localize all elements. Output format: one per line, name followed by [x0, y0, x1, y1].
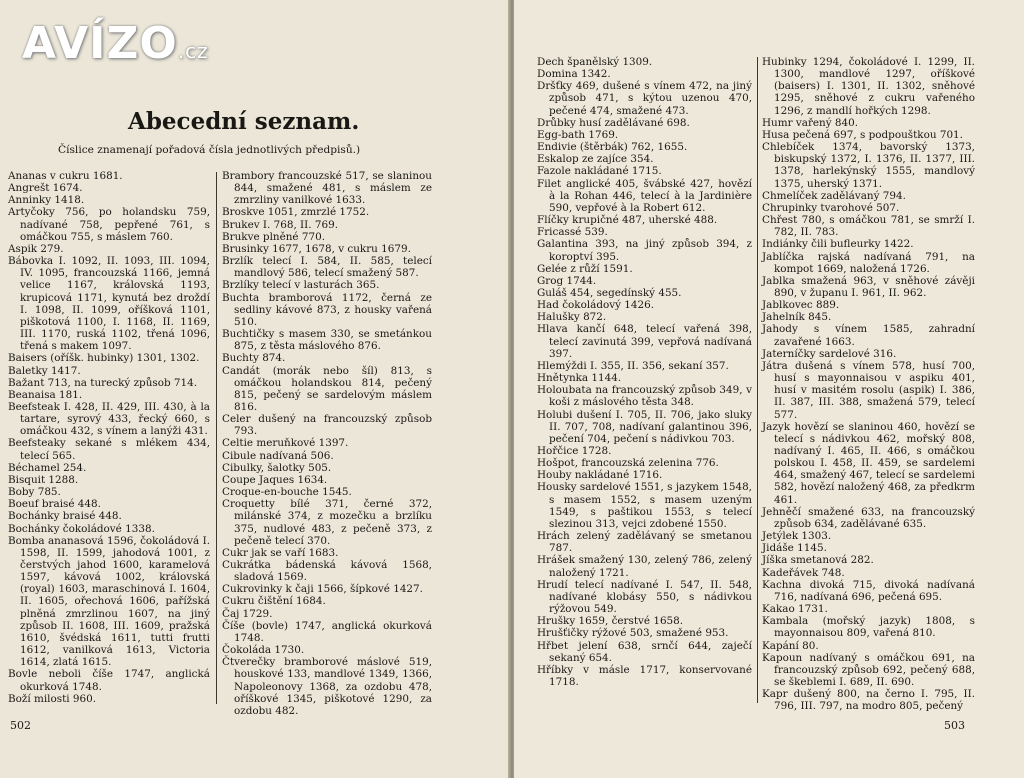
column-divider: [216, 172, 217, 704]
index-entry: Egg-bath 1769.: [537, 128, 619, 141]
index-entry: Bochánky čokoládové 1338.: [8, 522, 155, 535]
index-entry: Endivie (štěrbák) 762, 1655.: [537, 141, 688, 154]
index-entry: Jablkovec 889.: [762, 299, 840, 312]
index-entry: Hrudí telecí nadívané I. 547, II. 548, nadívané klobásy 550, s nádivkou rýžovou 549.: [537, 578, 752, 616]
index-entry: Hlemýždi I. 355, II. 356, sekaní 357.: [537, 359, 729, 372]
index-entry: Chmelíček zadělávaný 794.: [762, 189, 906, 202]
index-entry: Hošpot, francouzská zelenina 776.: [537, 457, 719, 470]
index-column-right-2: [762, 56, 975, 712]
index-entry: Cukrovinky k čaji 1566, šípkové 1427.: [222, 583, 423, 596]
watermark-logo: AVÍZO.cz: [22, 18, 209, 69]
index-entry: Brzlík telecí I. 584, II. 585, telecí mandlový 586, telecí smažený 587.: [222, 255, 432, 280]
index-entry: Drůbky husí zadělávané 698.: [537, 116, 690, 129]
index-entry: Filet anglické 405, švábské 427, hovězí à la Rohan 446, telecí à la Jardinière 590, vepřové à la Robert 612.: [537, 177, 752, 214]
index-column-right-1: [537, 56, 752, 688]
index-entry: Hrášek smažený 130, zelený 786, zelený naložený 1721.: [537, 554, 752, 579]
index-entry: Croquetty bílé 371, černé 372, milánské 374, z mozečku a brzlíku 375, nudlové 483, z pečeně 373, z pečeně telecí 370.: [222, 498, 432, 547]
index-entry: Jíška smetanová 282.: [762, 554, 874, 567]
column-divider: [757, 57, 758, 703]
index-entry: Kapoun nadívaný s omáčkou 691, na francouzský způsob 692, pečený 688, se škeblemi I. 689, II. 690.: [762, 651, 975, 688]
page-number-left: 502: [10, 719, 31, 732]
page-number-right: 503: [944, 719, 965, 732]
index-entry: Hrách zelený zadělávaný se smetanou 787.: [537, 530, 752, 555]
index-entry: Boby 785.: [8, 486, 61, 499]
index-entry: Humr vařený 840.: [762, 116, 859, 129]
index-entry: Bisquit 1288.: [8, 473, 79, 486]
index-entry: Jaterníčky sardelové 316.: [762, 347, 897, 360]
index-entry: Housky sardelové 1551, s jazykem 1548, s masem 1552, s masem uzeným 1549, s paštikou 1553, s telecí slezinou 313, vejci zdobené 1550.: [537, 481, 752, 530]
index-entry: Jehněčí smažené 633, na francouzský způsob 634, zadělávané 635.: [762, 505, 975, 530]
index-entry: Buchta bramborová 1172, černá ze sedliny kávové 873, z housky vařená 510.: [222, 291, 432, 328]
index-entry: Grog 1744.: [537, 274, 597, 287]
index-entry: Brusinky 1677, 1678, v cukru 1679.: [222, 242, 411, 255]
index-entry: Brambory francouzské 517, se slaninou 844, smažené 481, s máslem ze zmrzliny vanilkové 1633.: [222, 170, 432, 207]
index-entry: Cibulky, šalotky 505.: [222, 461, 332, 474]
index-entry: Had čokoládový 1426.: [537, 299, 655, 312]
index-entry: Hřbet jelení 638, srnčí 644, zaječí sekaný 654.: [537, 639, 752, 664]
index-entry: Dršťky 469, dušené s vínem 472, na jiný způsob 471, s kýtou uzenou 470, pečené 474, smažené 473.: [537, 80, 752, 117]
index-entry: Buchtičky s masem 330, se smetánkou 875, z těsta máslového 876.: [222, 328, 432, 353]
index-entry: Béchamel 254.: [8, 461, 87, 474]
index-entry: Eskalop ze zajíce 354.: [537, 153, 654, 166]
index-entry: Beefsteak I. 428, II. 429, III. 430, à la tartare, syrový 433, řecký 660, s omáčkou 432, s vínem a lanýži 431.: [8, 400, 210, 438]
index-entry: Kambala (mořský jazyk) 1808, s mayonnaisou 809, vařená 810.: [762, 615, 975, 640]
index-entry: Hrušťičky rýžové 503, smažené 953.: [537, 627, 729, 640]
index-entry: Beefsteaky sekané s mlékem 434, telecí 565.: [8, 437, 210, 462]
index-entry: Kapr dušený 800, na černo I. 795, II. 796, III. 797, na modro 805, pečený: [762, 688, 975, 713]
index-entry: Číše (bovle) 1747, anglická okurková 1748.: [222, 619, 432, 644]
index-entry: Brzlíky telecí v lasturách 365.: [222, 279, 380, 292]
index-entry: Jablíčka rajská nadívaná 791, na kompot 1669, naložená 1726.: [762, 250, 975, 275]
index-entry: Kachna divoká 715, divoká nadívaná 716, nadívaná 696, pečená 695.: [762, 578, 975, 603]
index-entry: Baisers (oříšk. hubinky) 1301, 1302.: [8, 352, 200, 365]
index-entry: Dech španělský 1309.: [537, 56, 653, 68]
index-entry: Bomba ananasová 1596, čokoládová I. 1598, II. 1599, jahodová 1001, z čerstvých jahod 1600, karamelová 1597, kávová 1002, královská (royal) 1603, maraschinová I. 1604, II. 1605, ořechová 1606, pařížská plněná zmrzlinou 1607, na jiný způsob II. 1608, III. 1609, pražská 1610, švédská 1611, tutti frutti 1612, vanilková 1613, Victoria 1614, zlatá 1615.: [8, 534, 210, 669]
index-entry: Boeuf braisé 448.: [8, 498, 101, 511]
index-entry: Guláš 454, segedínský 455.: [537, 286, 682, 299]
index-entry: Husa pečená 697, s podpouštkou 701.: [762, 128, 963, 141]
index-entry: Gelée z růží 1591.: [537, 262, 633, 275]
index-entry: Hnětynka 1144.: [537, 372, 622, 385]
index-entry: Domina 1342.: [537, 68, 611, 81]
index-entry: Hříbky v másle 1717, konservované 1718.: [537, 663, 752, 688]
index-entry: Buchty 874.: [222, 352, 286, 365]
index-entry: Játra dušená s vínem 578, husí 700, husí s mayonnaisou v aspiku 401, husí v masitém rosolu (aspik) I. 386, II. 387, III. 388, smažená 579, telecí 577.: [762, 359, 975, 421]
index-entry: Indiánky čili bufleurky 1422.: [762, 238, 914, 251]
index-entry: Aspik 279.: [8, 242, 64, 255]
index-entry: Hubinky 1294, čokoládové I. 1299, II. 1300, mandlové 1297, oříškové (baisers) I. 1301, II. 1302, sněhové 1295, sněhové z cukru vařeného 1296, z mandlí hořkých 1298.: [762, 56, 975, 117]
index-entry: Kakao 1731.: [762, 603, 828, 616]
index-entry: Čokoláda 1730.: [222, 644, 305, 657]
index-entry: Jazyk hovězí se slaninou 460, hovězí se telecí s nádivkou 462, mořský 808, nadívaný I. 465, II. 466, s omáčkou polskou I. 458, II. 459, se sardelemi 464, smažený 467, telecí se sardelemi 582, hovězí naložený 468, za předkrm 461.: [762, 420, 975, 506]
index-entry: Jablka smažená 963, v sněhové závěji 890, v županu I. 961, II. 962.: [762, 274, 975, 299]
index-entry: Bochánky braisé 448.: [8, 510, 122, 523]
index-entry: Čtverečky bramborové máslové 519, houskové 133, mandlové 1349, 1366, Napoleonovy 1368, za ozdobu 478, oříškové 1345, piškotové 1290, za ozdobu 482.: [222, 656, 432, 717]
index-entry: Brukve plněné 770.: [222, 230, 326, 243]
index-entry: Croque-en-bouche 1545.: [222, 486, 352, 499]
left-page: [0, 0, 510, 778]
index-entry: Boží milosti 960.: [8, 692, 97, 705]
index-entry: Jetýlek 1303.: [762, 530, 832, 543]
index-entry: Beanaisa 181.: [8, 388, 83, 401]
index-entry: Bábovka I. 1092, II. 1093, III. 1094, IV. 1095, francouzská 1166, jemná velice 1167, královská 1193, krupicová 1171, kynutá bez droždí I. 1098, II. 1099, oříšková 1101, piškotová 1100, I. 1168, II. 1169, III. 1170, ruská 1102, třená 1096, třená s makem 1097.: [8, 255, 210, 353]
index-entry: Chřest 780, s omáčkou 781, se smrží I. 782, II. 783.: [762, 214, 975, 239]
index-entry: Celer dušený na francouzský způsob 793.: [222, 413, 432, 438]
index-entry: Cukru čištění 1684.: [222, 595, 326, 608]
index-entry: Galantina 393, na jiný způsob 394, z koroptví 395.: [537, 238, 752, 263]
index-entry: Kadeřávek 748.: [762, 566, 845, 579]
index-entry: Jahody s vínem 1585, zahradní zavařené 1663.: [762, 323, 975, 348]
index-entry: Anninky 1418.: [8, 194, 85, 207]
index-entry: Fricassé 539.: [537, 226, 608, 239]
index-entry: Brukev I. 768, II. 769.: [222, 218, 339, 231]
index-entry: Bovle neboli číše 1747, anglická okurková 1748.: [8, 668, 210, 693]
index-entry: Jahelník 845.: [762, 311, 832, 324]
index-entry: Cukrátka bádenská kávová 1568, sladová 1569.: [222, 559, 432, 584]
index-column-left-1: [8, 170, 210, 705]
index-entry: Holubi dušení I. 705, II. 706, jako sluky II. 707, 708, nadívaní galantinou 396, pečení 704, pečení s nádivkou 703.: [537, 408, 752, 445]
index-entry: Čaj 1729.: [222, 607, 273, 620]
index-entry: Jidáše 1145.: [762, 542, 827, 555]
page-title: Abecední seznam.: [128, 108, 360, 135]
index-entry: Baletky 1417.: [8, 364, 81, 377]
index-entry: Ananas v cukru 1681.: [8, 170, 123, 182]
index-entry: Holoubata na francouzský způsob 349, v koši z máslového těsta 348.: [537, 384, 752, 409]
index-entry: Coupe Jaques 1634.: [222, 473, 328, 486]
index-entry: Celtie meruňkové 1397.: [222, 437, 349, 450]
index-entry: Broskve 1051, zmrzlé 1752.: [222, 206, 370, 219]
index-entry: Houby nakládané 1716.: [537, 469, 663, 482]
index-column-left-2: [222, 170, 432, 717]
index-entry: Angrešt 1674.: [8, 182, 83, 195]
index-entry: Chrupinky tvarohové 507.: [762, 201, 900, 214]
index-entry: Hlava kančí 648, telecí vařená 398, telecí zavinutá 399, vepřová nadívaná 397.: [537, 323, 752, 360]
index-entry: Kapání 80.: [762, 639, 819, 652]
index-entry: Candát (morák nebo šíl) 813, s omáčkou holandskou 814, pečený 815, pečený se sardelovým máslem 816.: [222, 364, 432, 413]
index-entry: Artyčoky 756, po holandsku 759, nadívané 758, pepřené 761, s omáčkou 755, s máslem 760.: [8, 206, 210, 243]
index-entry: Flíčky krupičné 487, uherské 488.: [537, 214, 718, 227]
index-entry: Hořčice 1728.: [537, 445, 612, 457]
index-entry: Hrušky 1659, čerstvé 1658.: [537, 615, 684, 628]
index-entry: Chlebíček 1374, bavorský 1373, biskupský 1372, I. 1376, II. 1377, III. 1378, harlekýnský 1555, mandlový 1375, uherský 1371.: [762, 141, 975, 190]
index-entry: Fazole nakládané 1715.: [537, 165, 662, 178]
index-entry: Cukr jak se vaří 1683.: [222, 546, 339, 559]
right-page: [514, 0, 1024, 778]
index-entry: Cibule nadívaná 506.: [222, 449, 334, 462]
index-entry: Bažant 713, na turecký způsob 714.: [8, 376, 198, 389]
index-entry: Halušky 872.: [537, 311, 607, 324]
page-subtitle: Číslice znamenají pořadová čísla jednotlivých předpisů.): [58, 144, 361, 156]
